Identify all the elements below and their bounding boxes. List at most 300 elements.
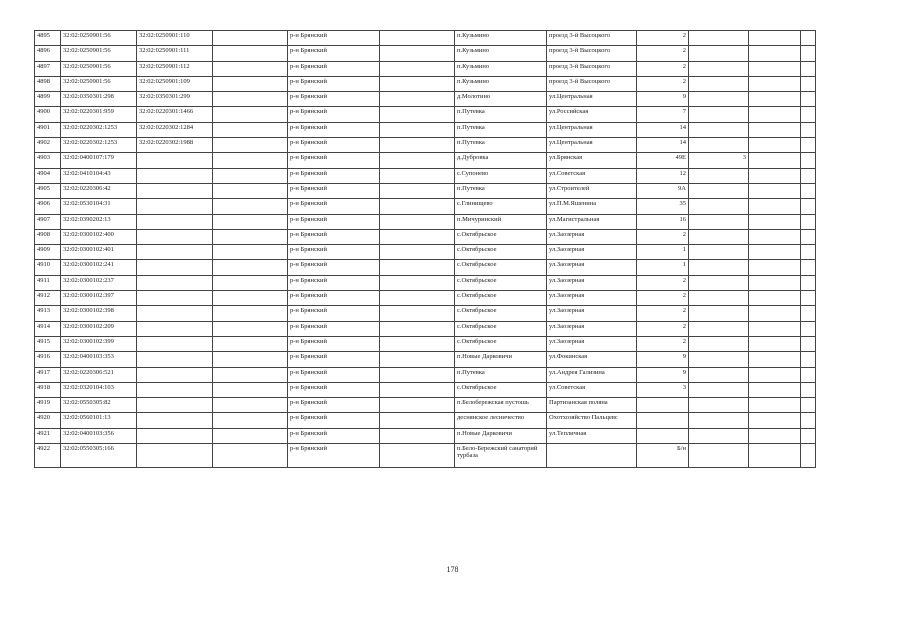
table-cell: 4920 [35,413,61,428]
table-cell: 49Е [637,153,689,168]
table-cell: ул.Советская [547,168,637,183]
table-cell [213,275,288,290]
table-cell: 32:02:0410104:43 [61,168,137,183]
table-cell: проезд 3-й Высоцкого [547,46,637,61]
table-cell: 4917 [35,367,61,382]
table-cell: д.Дубровка [455,153,547,168]
table-cell [213,291,288,306]
table-row [35,92,816,107]
table-cell [380,229,455,244]
table-cell [689,321,749,336]
table-cell: 4897 [35,61,61,76]
table-cell: 32:02:0300102:209 [61,321,137,336]
table-cell [801,183,816,198]
table-cell: 4895 [35,31,61,46]
table-cell: п.Кузьмино [455,31,547,46]
table-cell: 32:02:0300102:400 [61,229,137,244]
table-cell [749,229,801,244]
table-cell [137,168,213,183]
table-cell: п.Путевка [455,122,547,137]
table-cell [380,199,455,214]
table-cell [801,76,816,91]
table-cell: р-н Брянский [288,291,380,306]
table-cell: Б/н [637,444,689,468]
table-cell [213,321,288,336]
table-cell: 32:02:0400107:179 [61,153,137,168]
table-cell: 32:02:0560101:13 [61,413,137,428]
table-cell [380,367,455,382]
table-cell [749,61,801,76]
table-cell [137,444,213,468]
table-cell [380,260,455,275]
table-cell [213,413,288,428]
table-cell [380,382,455,397]
table-cell: 1 [637,260,689,275]
table-cell: 7 [637,107,689,122]
table-cell [801,46,816,61]
table-cell [637,398,689,413]
table-cell [380,153,455,168]
table-cell [689,138,749,153]
table-cell [689,122,749,137]
table-cell [380,183,455,198]
table-cell: р-н Брянский [288,168,380,183]
table-cell [801,153,816,168]
table-cell: р-н Брянский [288,336,380,351]
table-cell [137,306,213,321]
table-cell: 4905 [35,183,61,198]
table-cell: ул.П.М.Яшенина [547,199,637,214]
table-cell [213,168,288,183]
table-cell [801,31,816,46]
table-cell [801,291,816,306]
table-cell [380,92,455,107]
table-cell [749,398,801,413]
table-cell: 4904 [35,168,61,183]
table-cell: 4919 [35,398,61,413]
table-cell [689,260,749,275]
table-cell [801,260,816,275]
table-cell: 32:02:0300102:399 [61,336,137,351]
table-cell [380,321,455,336]
table-cell [380,275,455,290]
table-row [35,31,816,46]
table-cell [801,444,816,468]
table-cell [137,245,213,260]
table-cell: 14 [637,122,689,137]
table-cell: 32:02:0250901:110 [137,31,213,46]
table-cell: 4903 [35,153,61,168]
table-cell [213,367,288,382]
table-cell [137,321,213,336]
table-cell [689,76,749,91]
table-cell: 2 [637,61,689,76]
table-cell: р-н Брянский [288,229,380,244]
table-cell: 4913 [35,306,61,321]
table-cell: р-н Брянский [288,46,380,61]
table-cell [749,76,801,91]
table-cell [689,199,749,214]
table-cell: 32:02:0400103:356 [61,428,137,443]
table-cell: ул.Заозерная [547,291,637,306]
table-cell: ул.Магистральная [547,214,637,229]
table-cell [380,336,455,351]
table-cell: р-н Брянский [288,275,380,290]
table-cell: р-н Брянский [288,92,380,107]
table-cell: 32:02:0250901:112 [137,61,213,76]
table-cell [749,306,801,321]
table-cell [380,306,455,321]
table-cell [213,153,288,168]
table-cell: р-н Брянский [288,413,380,428]
table-cell: 3 [689,153,749,168]
table-cell: р-н Брянский [288,306,380,321]
table-cell: 2 [637,306,689,321]
table-row [35,275,816,290]
table-cell [689,183,749,198]
table-cell: с.Октябрьское [455,229,547,244]
table-cell [689,31,749,46]
table-cell [749,336,801,351]
table-cell [137,367,213,382]
table-row [35,107,816,122]
table-cell: р-н Брянский [288,107,380,122]
table-cell: 4915 [35,336,61,351]
table-cell: р-н Брянский [288,138,380,153]
table-cell [380,245,455,260]
table-cell [801,214,816,229]
table-row [35,199,816,214]
table-cell [689,336,749,351]
table-cell: 4907 [35,214,61,229]
table-cell: 32:02:0390202:13 [61,214,137,229]
table-cell [380,76,455,91]
table-cell [380,444,455,468]
table-cell: р-н Брянский [288,382,380,397]
table-cell: с.Супонево [455,168,547,183]
table-cell: 4899 [35,92,61,107]
table-cell [137,275,213,290]
table-cell [749,413,801,428]
table-cell: Партизанская поляна [547,398,637,413]
table-cell [137,428,213,443]
table-cell: 14 [637,138,689,153]
table-cell: п.Кузьмино [455,76,547,91]
table-cell: с.Октябрьское [455,245,547,260]
table-row [35,138,816,153]
table-cell [213,444,288,468]
table-cell [801,275,816,290]
table-cell: 1 [637,245,689,260]
table-cell: д.Молотино [455,92,547,107]
table-cell [801,321,816,336]
table-cell: 32:02:0250901:56 [61,31,137,46]
table-cell [213,31,288,46]
property-register-table [34,30,816,468]
table-cell: ул.Заозерная [547,260,637,275]
table-cell [801,138,816,153]
table-cell [749,153,801,168]
table-cell [213,199,288,214]
table-cell: 9А [637,183,689,198]
table-cell: 32:02:0220306:521 [61,367,137,382]
table-cell: ул.Советская [547,382,637,397]
table-cell [137,352,213,367]
table-cell [213,61,288,76]
table-cell: ул.Российская [547,107,637,122]
table-cell [749,199,801,214]
table-cell [749,444,801,468]
table-cell [801,245,816,260]
table-cell [380,168,455,183]
table-cell [749,382,801,397]
table-cell [801,229,816,244]
table-cell: ул.Заозерная [547,275,637,290]
table-row [35,153,816,168]
table-cell [689,214,749,229]
table-cell: р-н Брянский [288,321,380,336]
table-cell [213,245,288,260]
table-cell: п.Белобережская пустошь [455,398,547,413]
table-cell [380,107,455,122]
table-cell: с.Октябрьское [455,382,547,397]
table-cell: 32:02:0220302:1284 [137,122,213,137]
table-cell: ул.Заозерная [547,229,637,244]
table-cell [213,138,288,153]
table-cell: 9 [637,352,689,367]
table-cell [749,367,801,382]
table-cell [689,444,749,468]
table-cell [213,122,288,137]
table-cell [213,183,288,198]
table-body [35,31,816,468]
table-cell: 2 [637,275,689,290]
table-cell: р-н Брянский [288,153,380,168]
table-cell: р-н Брянский [288,76,380,91]
table-cell [749,245,801,260]
table-cell: п.Новые Дарковичи [455,352,547,367]
table-cell [213,92,288,107]
table-cell: 32:02:0250901:56 [61,61,137,76]
table-cell: 32:02:0550305:82 [61,398,137,413]
table-cell [213,398,288,413]
table-cell: 3 [637,382,689,397]
table-row [35,76,816,91]
table-cell: 2 [637,31,689,46]
table-cell: п.Путевка [455,183,547,198]
table-cell [689,61,749,76]
table-cell [137,229,213,244]
table-cell: ул.Центральная [547,92,637,107]
table-cell [749,260,801,275]
table-cell: 32:02:0320104:103 [61,382,137,397]
table-cell [749,291,801,306]
table-cell: 32:02:0250901:111 [137,46,213,61]
table-cell [801,199,816,214]
table-cell [380,291,455,306]
table-cell [380,352,455,367]
table-cell [137,291,213,306]
table-cell [637,413,689,428]
table-cell [801,413,816,428]
table-cell: ул.Заозерная [547,321,637,336]
table-cell: 32:02:0250901:56 [61,46,137,61]
table-row [35,229,816,244]
table-cell [801,352,816,367]
table-cell: 12 [637,168,689,183]
table-cell [137,214,213,229]
table-cell: п.Новые Дарковичи [455,428,547,443]
table-cell [689,413,749,428]
table-cell: с.Октябрьское [455,321,547,336]
table-cell [137,260,213,275]
table-cell: 4912 [35,291,61,306]
table-cell: 32:02:0300102:397 [61,291,137,306]
table-cell [137,336,213,351]
table-cell: ул.Заозерная [547,245,637,260]
table-cell: 4909 [35,245,61,260]
table-row [35,61,816,76]
table-cell: 2 [637,336,689,351]
table-cell: 32:02:0220306:42 [61,183,137,198]
table-cell [689,398,749,413]
table-cell: проезд 3-й Высоцкого [547,31,637,46]
table-cell: ул.Заозерная [547,336,637,351]
table-cell [801,107,816,122]
table-cell: 9 [637,367,689,382]
table-cell: 4906 [35,199,61,214]
table-cell [137,153,213,168]
table-cell: 32:02:0400103:353 [61,352,137,367]
table-cell: с.Глинищево [455,199,547,214]
table-cell: 32:02:0300102:401 [61,245,137,260]
table-cell: 32:02:0300102:241 [61,260,137,275]
table-cell: 32:02:0350301:298 [61,92,137,107]
table-cell [137,183,213,198]
table-cell: р-н Брянский [288,367,380,382]
table-cell: р-н Брянский [288,444,380,468]
table-cell: п.Путевка [455,367,547,382]
table-cell: 32:02:0350301:299 [137,92,213,107]
table-cell [213,382,288,397]
table-cell [689,168,749,183]
table-cell: 32:02:0530104:31 [61,199,137,214]
table-cell [213,260,288,275]
table-cell [637,428,689,443]
table-cell [380,46,455,61]
table-row [35,398,816,413]
table-cell: 9 [637,92,689,107]
table-row [35,321,816,336]
table-cell: ул.Брянская [547,153,637,168]
table-cell [801,382,816,397]
table-cell [749,122,801,137]
table-cell: 2 [637,291,689,306]
table-row [35,413,816,428]
table-cell [380,413,455,428]
table-cell: 32:02:0220301:1466 [137,107,213,122]
table-cell: 2 [637,46,689,61]
table-cell: 32:02:0300102:398 [61,306,137,321]
table-row [35,214,816,229]
table-cell [213,336,288,351]
table-cell [749,46,801,61]
table-row [35,306,816,321]
table-cell: ул.Строителей [547,183,637,198]
table-row [35,122,816,137]
table-cell: 4916 [35,352,61,367]
page-number: 178 [446,565,459,574]
table-cell [801,428,816,443]
table-cell: 4910 [35,260,61,275]
table-cell [689,306,749,321]
table-cell [380,122,455,137]
table-cell: р-н Брянский [288,245,380,260]
table-cell [801,306,816,321]
table-cell [801,336,816,351]
table-cell: п.Путевка [455,107,547,122]
table-cell [689,245,749,260]
table-cell: Охотхозяйство Пальцевс [547,413,637,428]
table-row [35,46,816,61]
table-cell: с.Октябрьское [455,306,547,321]
table-cell [749,428,801,443]
table-cell [801,61,816,76]
table-cell: с.Октябрьское [455,336,547,351]
table-cell: р-н Брянский [288,61,380,76]
table-cell [749,352,801,367]
table-cell: р-н Брянский [288,398,380,413]
table-cell: п.Путевка [455,138,547,153]
table-cell [380,398,455,413]
table-cell: 2 [637,321,689,336]
table-row [35,382,816,397]
table-cell: 4918 [35,382,61,397]
table-cell [380,31,455,46]
table-cell [689,428,749,443]
table-cell [213,46,288,61]
table-cell [213,229,288,244]
table-cell [689,367,749,382]
table-cell [801,168,816,183]
table-cell: 4914 [35,321,61,336]
table-row [35,168,816,183]
table-row [35,428,816,443]
table-cell [749,168,801,183]
table-cell [689,229,749,244]
table-cell: 32:02:0250901:56 [61,76,137,91]
table-cell [689,291,749,306]
table-cell [213,214,288,229]
table-cell: ул.Центральная [547,122,637,137]
table-cell: 4908 [35,229,61,244]
table-row [35,444,816,468]
table-cell [749,31,801,46]
table-cell: ул.Тепличная [547,428,637,443]
table-cell [380,428,455,443]
table-cell: с.Октябрьское [455,291,547,306]
table-cell [689,352,749,367]
table-cell [689,382,749,397]
table-cell: 4898 [35,76,61,91]
table-cell [137,199,213,214]
table-cell: ул.Центральная [547,138,637,153]
table-cell [689,46,749,61]
table-cell: р-н Брянский [288,31,380,46]
table-cell: 16 [637,214,689,229]
table-cell: проезд 3-й Высоцкого [547,76,637,91]
table-cell: 32:02:0220302:1253 [61,138,137,153]
